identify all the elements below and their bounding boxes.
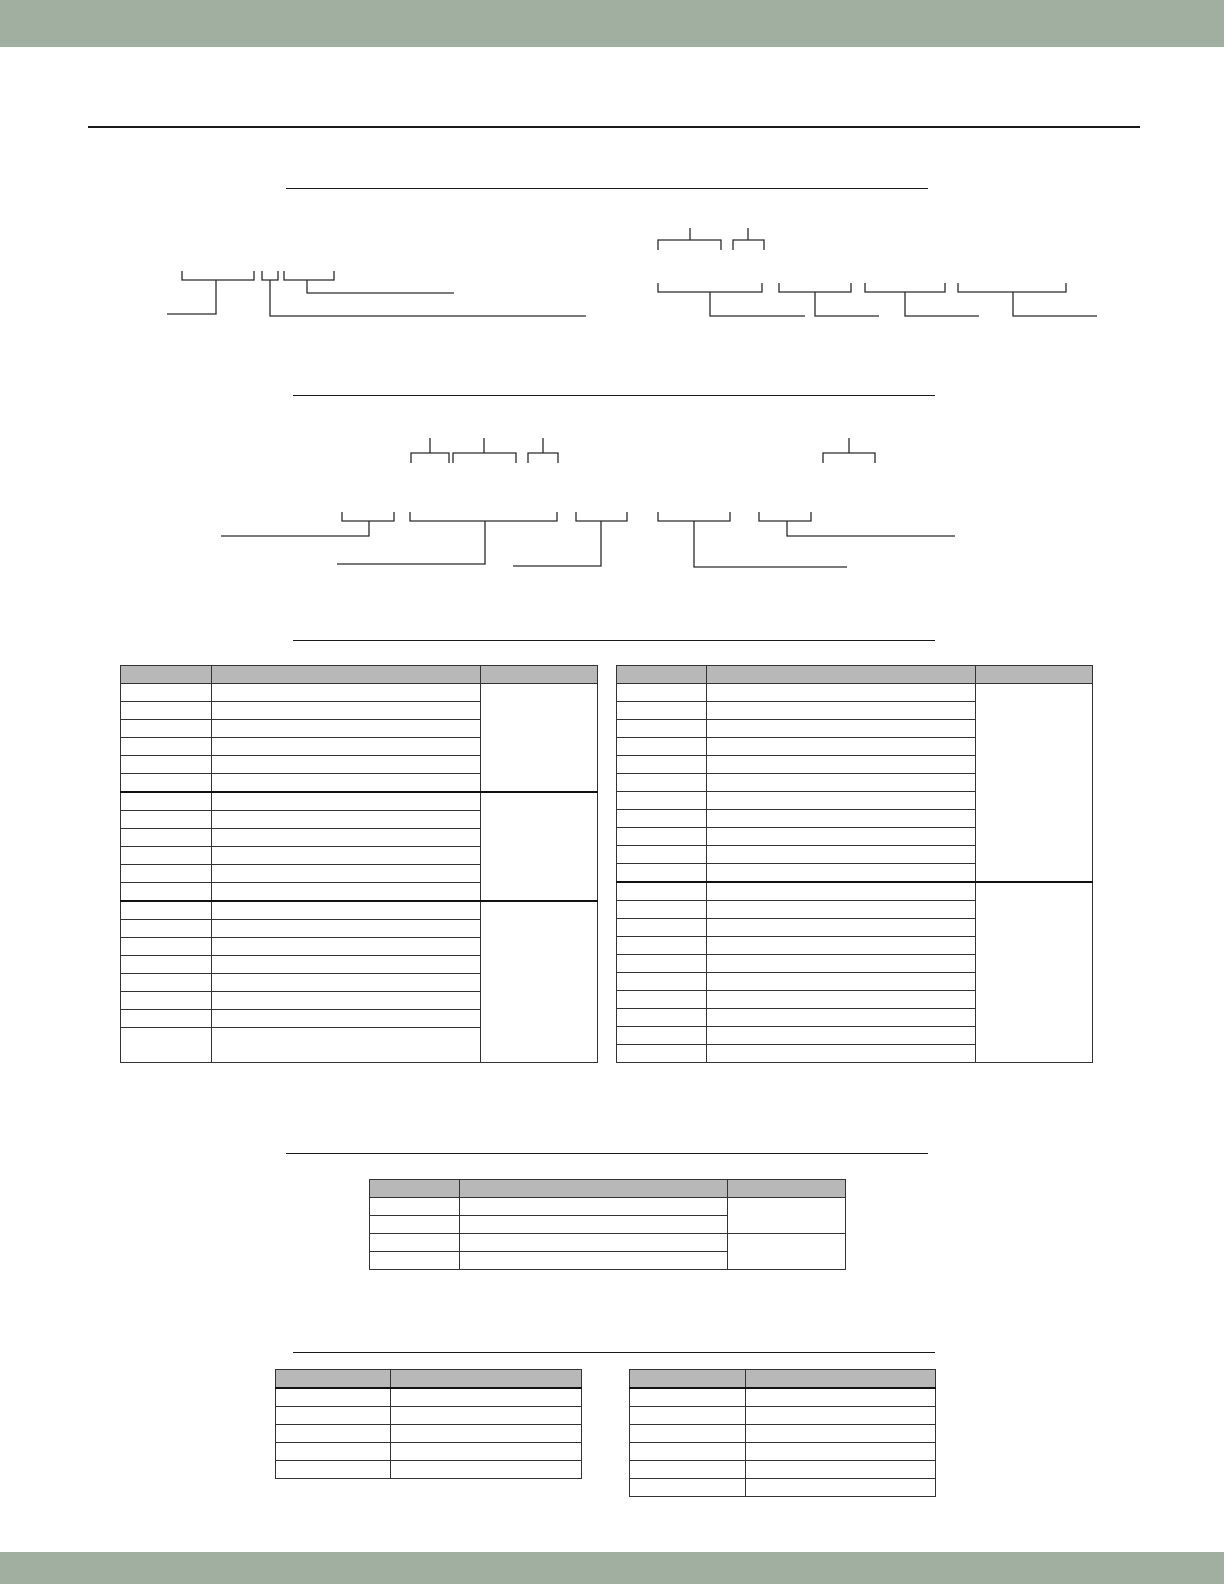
callout-group-1-right-upper [658,228,764,250]
column-header [391,1370,582,1389]
code-table-left [275,1369,582,1479]
column-header [728,1180,846,1198]
group-cell [976,684,1093,883]
table-row [276,1407,582,1425]
table-row [630,1461,936,1479]
callout-group-1-right-lower [658,283,1097,316]
table-row [121,901,598,920]
callout-group-2-lower [221,512,955,567]
table-row [630,1407,936,1425]
code-table-right [629,1369,936,1497]
table-row [630,1479,936,1497]
group-cell [976,882,1093,1063]
column-header [630,1370,746,1389]
group-cell [481,792,598,901]
table-row [630,1425,936,1443]
column-header [746,1370,936,1389]
column-header [707,666,976,684]
table-header-row [630,1370,936,1389]
table-header-row [617,666,1093,684]
size-code-table-left [120,665,598,1063]
table-row [276,1388,582,1407]
group-cell [728,1198,846,1234]
callout-group-1-left [167,271,586,316]
column-header [617,666,707,684]
group-cell [728,1234,846,1270]
table-row [276,1443,582,1461]
callout-group-2-upper [411,438,875,463]
column-header [460,1180,728,1198]
table-row [617,882,1093,901]
table-row [121,684,598,702]
column-header [212,666,481,684]
table-header-row [121,666,598,684]
table-row [617,684,1093,702]
column-header [276,1370,391,1389]
group-cell [481,901,598,1063]
table-row [630,1388,936,1407]
option-table [369,1179,846,1270]
column-header [121,666,212,684]
column-header [976,666,1093,684]
table-header-row [276,1370,582,1389]
table-row [630,1443,936,1461]
column-header [481,666,598,684]
column-header [370,1180,460,1198]
table-row [276,1461,582,1479]
table-row [121,792,598,811]
table-header-row [370,1180,846,1198]
table-row [370,1198,846,1216]
group-cell [481,684,598,793]
table-row [276,1425,582,1443]
table-row [370,1234,846,1252]
size-code-table-right [616,665,1093,1063]
